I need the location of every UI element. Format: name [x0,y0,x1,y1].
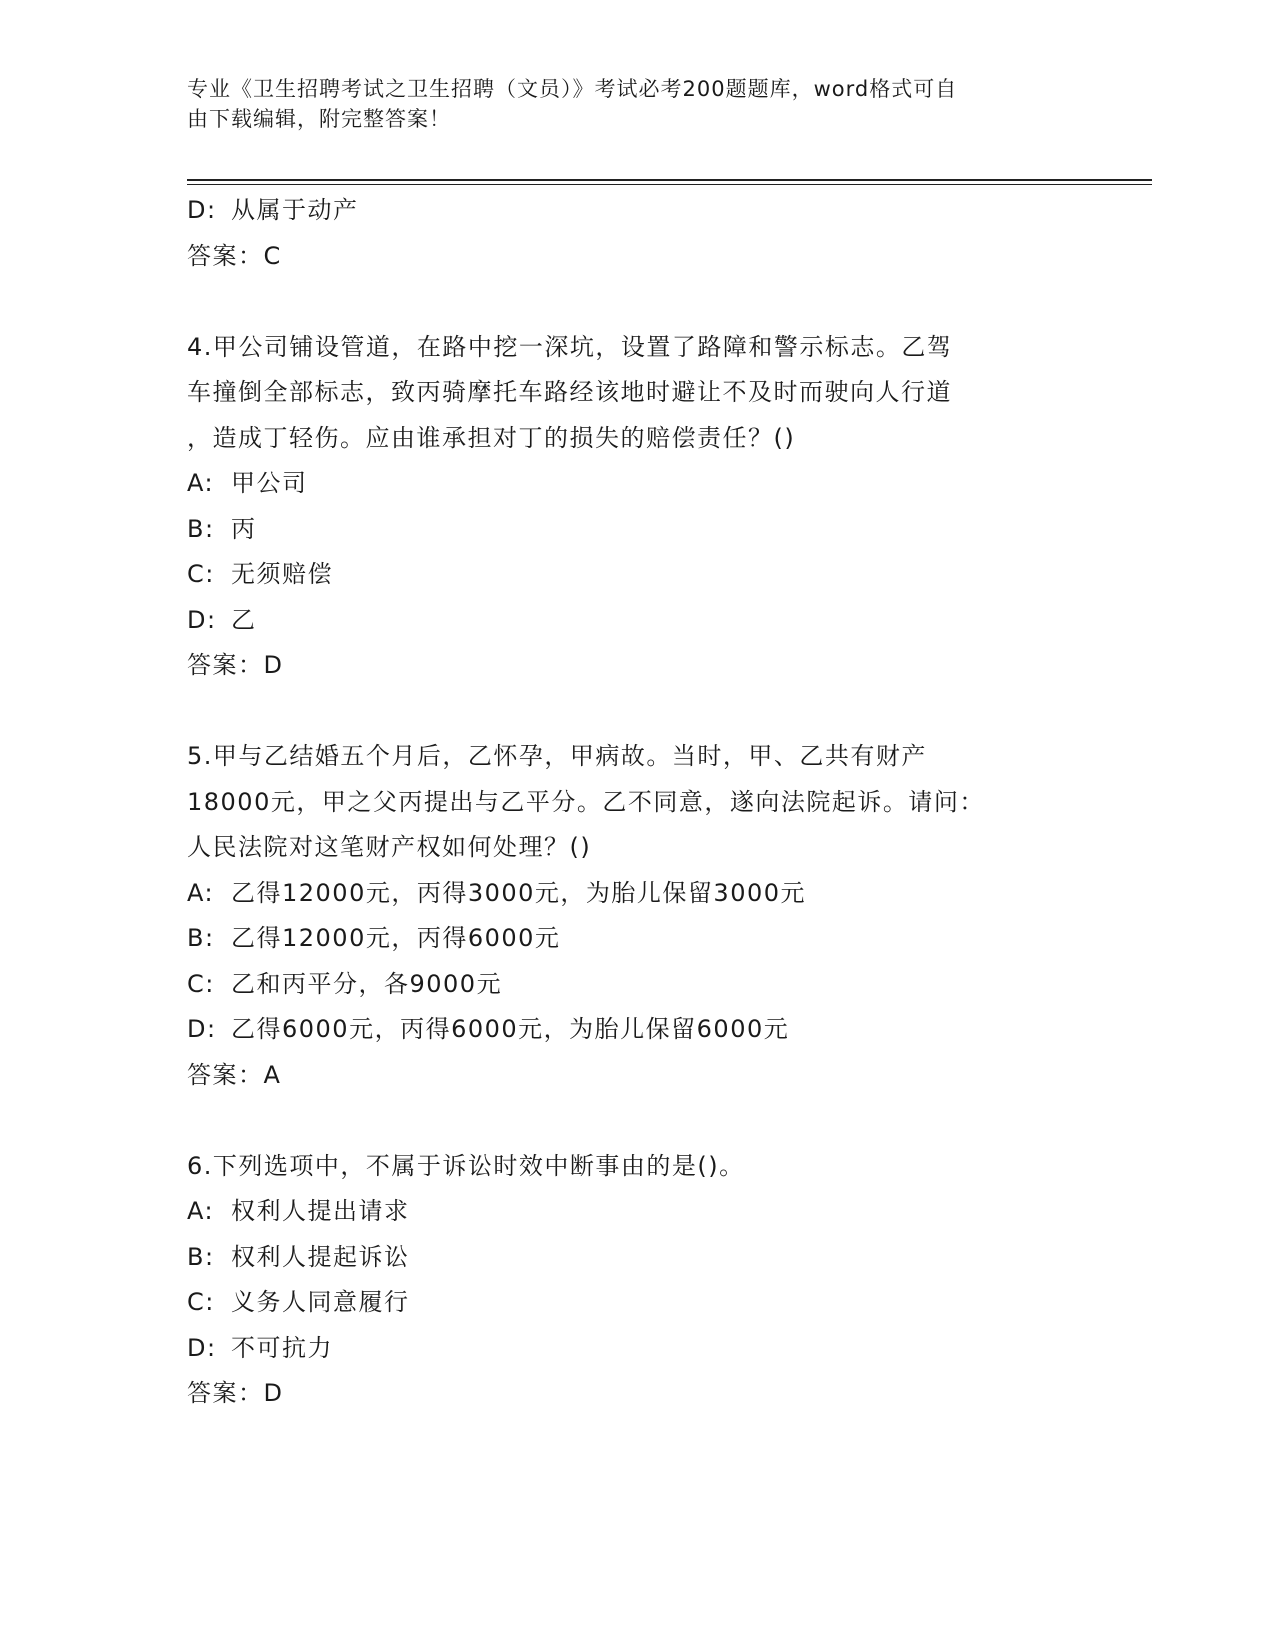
option-text: 义务人同意履行 [231,1288,410,1316]
option-text: 乙得12000元，丙得3000元，为胎儿保留3000元 [231,878,807,907]
option-a [187,1189,1067,1235]
question-stem-line: 18000元，甲之父丙提出与乙平分。乙不同意，遂向法院起诉。请问： [187,787,985,816]
option-label: D: [187,605,217,634]
option-label: B: [187,1242,215,1271]
option-text: 权利人提起诉讼 [231,1242,410,1271]
option-b [187,507,1067,553]
question-stem-line: 6.下列选项中，不属于诉讼时效中断事由的是()。 [187,1151,745,1180]
option-text: 无须赔偿 [231,560,333,588]
answer-line: 答案：A [187,1060,282,1089]
option-text: 丙 [231,514,257,543]
option-label: D: [187,1015,217,1043]
spacer [187,689,1067,735]
question-block-5 [187,734,1067,1098]
question-stem-line: 5.甲与乙结婚五个月后，乙怀孕，甲病故。当时，甲、乙共有财产 [187,742,927,770]
question-content [187,188,1067,1417]
option-label: C: [187,560,215,588]
question-stem-line: 人民法院对这笔财产权如何处理？() [187,833,592,861]
option-c [187,1280,1067,1326]
question-block-4 [187,325,1067,689]
spacer [187,1098,1067,1144]
option-text: 权利人提出请求 [231,1197,410,1225]
prev-answer: 答案：C [187,241,282,270]
option-a [187,871,1067,917]
option-label: A: [187,1197,215,1225]
option-label: B: [187,924,215,952]
option-text: 不可抗力 [231,1333,333,1362]
answer-line: 答案：D [187,1379,284,1407]
header-divider-thin [187,184,1152,185]
option-label: A: [187,878,215,907]
answer-line: 答案：D [187,651,284,679]
question-block-6 [187,1144,1067,1417]
option-label: C: [187,1288,215,1316]
question-stem-line: 4.甲公司铺设管道，在路中挖一深坑，设置了路障和警示标志。乙驾 [187,332,953,361]
option-b [187,1235,1067,1281]
question-stem-line: 车撞倒全部标志，致丙骑摩托车路经该地时避让不及时而驶向人行道 [187,378,952,406]
option-text: 乙得6000元，丙得6000元，为胎儿保留6000元 [231,1015,790,1043]
option-c [187,962,1067,1008]
option-d [187,598,1067,644]
option-label: C: [187,969,215,998]
option-a [187,461,1067,507]
header-line-2: 由下载编辑，附完整答案！ [187,107,451,131]
page-header [187,74,1067,134]
question-stem-line: ，造成丁轻伤。应由谁承担对丁的损失的赔偿责任？() [187,423,796,452]
header-line-1: 专业《卫生招聘考试之卫生招聘（文员）》考试必考200题题库，word格式可自 [187,77,958,101]
option-text: 乙和丙平分，各9000元 [231,969,503,998]
option-c [187,552,1067,598]
option-label: D: [187,196,217,224]
spacer [187,279,1067,325]
option-text: 乙 [231,605,257,634]
option-label: D: [187,1333,217,1362]
option-label: B: [187,514,215,543]
option-d [187,1007,1067,1053]
option-label: A: [187,469,215,497]
option-text: 从属于动产 [231,196,359,224]
option-b [187,916,1067,962]
prev-option-d [187,188,1067,234]
option-d [187,1326,1067,1372]
option-text: 甲公司 [231,469,308,497]
option-text: 乙得12000元，丙得6000元 [231,924,561,952]
header-divider-thick [187,179,1152,181]
